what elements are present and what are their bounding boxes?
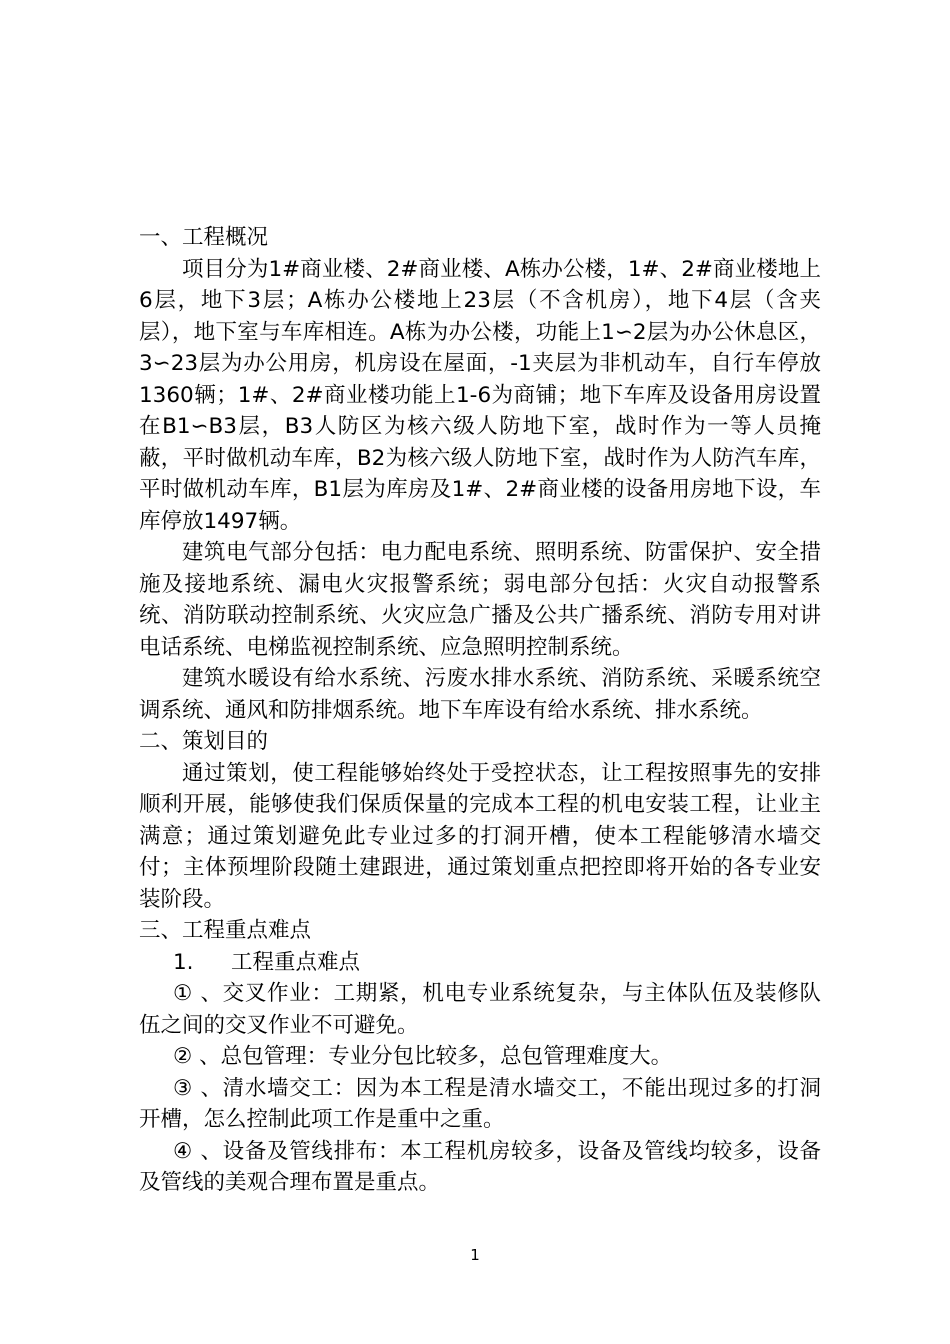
- subheading-number: 1.: [173, 949, 194, 975]
- subheading-key-difficulties: [139, 947, 821, 979]
- section-heading-overview: 一、工程概况: [139, 225, 269, 250]
- difficulty-item-equipment-layout: ④ 、设备及管线排布：本工程机房较多，设备及管线均较多，设备及管线的美观合理布置是重点。: [139, 1138, 821, 1195]
- purpose-paragraph: 通过策划，使工程能够始终处于受控状态，让工程按照事先的安排顺利开展，能够使我们保质保量的完成本工程的机电安装工程，让业主满意；通过策划避免此专业过多的打洞开槽，使本工程能够清水墙交付；主体预埋阶段随土建跟进，通过策划重点把控即将开始的各专业安装阶段。: [139, 760, 821, 912]
- subheading-title: 工程重点难点: [231, 949, 361, 975]
- section-heading-key-difficulties: 三、工程重点难点: [139, 918, 312, 943]
- section-heading-purpose: 二、策划目的: [139, 729, 269, 754]
- overview-paragraph-plumbing: 建筑水暖设有给水系统、污废水排水系统、消防系统、采暖系统空调系统、通风和防排烟系统。地下车库设有给水系统、排水系统。: [139, 666, 821, 723]
- document-body: [139, 222, 821, 1199]
- overview-paragraph-project: 项目分为1#商业楼、2#商业楼、A栋办公楼，1#、2#商业楼地上6层，地下3层；A栋办公楼地上23层（不含机房），地下4层（含夹层），地下室与车库相连。A栋为办公楼，功能上1∽2层为办公休息区，3∽23层为办公用房，机房设在屋面，-1夹层为非机动车，自行车停放1360辆；1#、2#商业楼功能上1-6为商铺；地下车库及设备用房设置在B1∽B3层，B3人防区为核六级人防地下室，战时作为一等人员掩蔽，平时做机动车库，B2为核六级人防地下室，战时作为人防汽车库，平时做机动车库，B1层为库房及1#、2#商业楼的设备用房地下设，车库停放1497辆。: [139, 256, 821, 534]
- page-number: 1: [470, 1246, 480, 1264]
- difficulty-item-cross-work: ① 、交叉作业：工期紧，机电专业系统复杂，与主体队伍及装修队伍之间的交叉作业不可避免。: [139, 981, 821, 1038]
- overview-paragraph-electrical: 建筑电气部分包括：电力配电系统、照明系统、防雷保护、安全措施及接地系统、漏电火灾报警系统；弱电部分包括：火灾自动报警系统、消防联动控制系统、火灾应急广播及公共广播系统、消防专用对讲电话系统、电梯监视控制系统、应急照明控制系统。: [139, 540, 821, 660]
- difficulty-item-general-contracting: ② 、总包管理：专业分包比较多，总包管理难度大。: [173, 1044, 673, 1069]
- difficulty-item-fair-faced-wall: ③ 、清水墙交工：因为本工程是清水墙交工，不能出现过多的打洞开槽，怎么控制此项工作是重中之重。: [139, 1075, 821, 1132]
